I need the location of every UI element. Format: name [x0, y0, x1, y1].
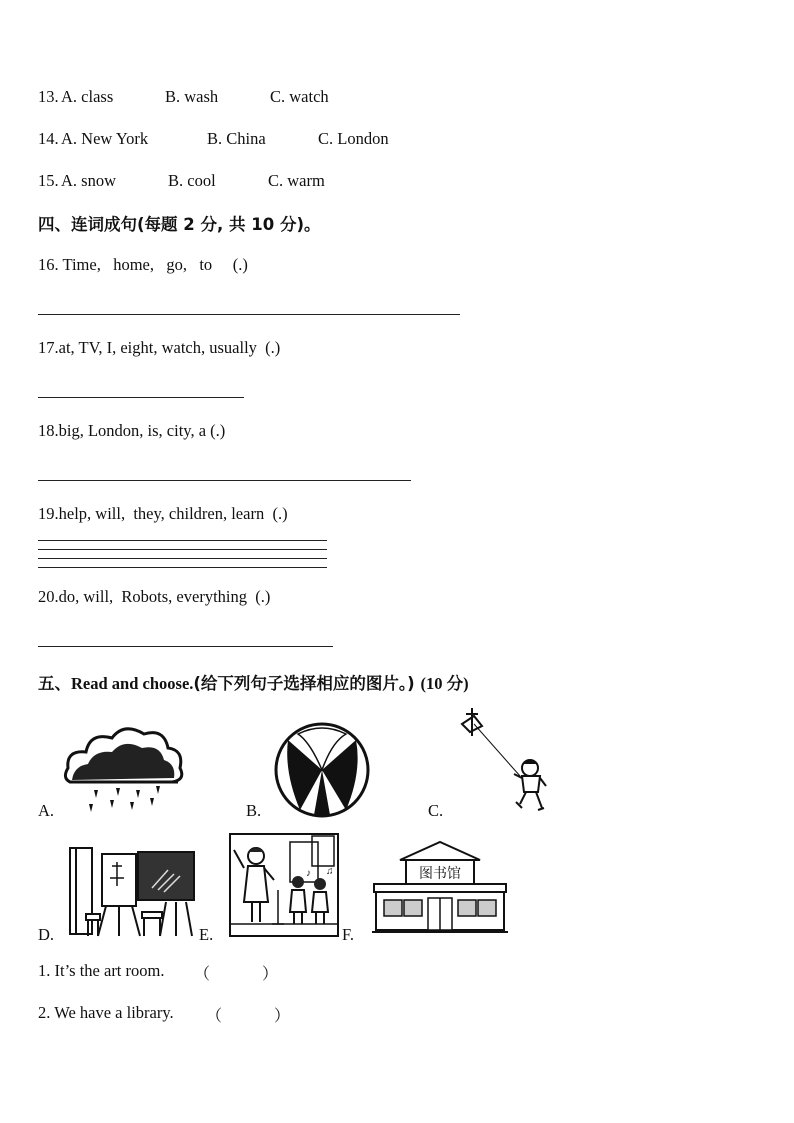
q19-answer-line-1[interactable] — [38, 540, 327, 541]
choose-q2-paren-open[interactable]: （ — [206, 1008, 223, 1025]
q19-answer-line-2[interactable] — [38, 549, 327, 550]
q19-answer-line-3[interactable] — [38, 558, 327, 559]
q13-option-c: C. watch — [270, 87, 329, 106]
ball-picture — [270, 722, 374, 818]
q13-number: 13. — [38, 87, 59, 106]
pic-label-d: D. — [38, 925, 55, 944]
q15-option-c: C. warm — [268, 171, 325, 190]
choose-q1-paren-open[interactable]: （ — [194, 966, 211, 983]
svg-text:♫: ♫ — [326, 866, 334, 877]
music-room-picture — [228, 832, 340, 938]
library-sign: 图书馆 — [419, 866, 461, 882]
q16-prompt: 16. Time, home, go, to (.) — [38, 255, 248, 274]
choose-q1: 1. It’s the art room. — [38, 961, 165, 980]
q17-prompt: 17.at, TV, I, eight, watch, usually (.) — [38, 338, 281, 357]
svg-text:♪: ♪ — [306, 868, 311, 879]
q14-option-a: A. New York — [61, 129, 149, 148]
section-4-heading: 四、连词成句(每题 2 分, 共 10 分)。 — [38, 215, 321, 234]
pic-label-a: A. — [38, 801, 55, 820]
choose-q1-paren-close: ） — [262, 966, 279, 983]
q19-answer-line-4[interactable] — [38, 567, 327, 568]
pic-label-c: C. — [428, 801, 444, 820]
q20-prompt: 20.do, will, Robots, everything (.) — [38, 587, 271, 606]
q20-answer-line[interactable] — [38, 646, 333, 647]
q14-option-c: C. London — [318, 129, 389, 148]
library-picture — [370, 840, 510, 936]
kite-picture — [452, 704, 554, 816]
rain-cloud-picture — [60, 720, 185, 820]
q14-option-b: B. China — [207, 129, 266, 148]
choose-q2: 2. We have a library. — [38, 1003, 174, 1022]
q19-prompt: 19.help, will, they, children, learn (.) — [38, 504, 288, 523]
pic-label-e: E. — [199, 925, 214, 944]
q13-option-b: B. wash — [165, 87, 219, 106]
section-5-heading: 五、Read and choose.(给下列句子选择相应的图片。) (10 分) — [38, 674, 469, 693]
q15-option-b: B. cool — [168, 171, 216, 190]
q18-answer-line[interactable] — [38, 480, 411, 481]
q17-answer-line[interactable] — [38, 397, 244, 398]
choose-q2-paren-close: ） — [274, 1008, 291, 1025]
art-room-picture — [68, 842, 196, 940]
q15-option-a: A. snow — [61, 171, 117, 190]
q14-number: 14. — [38, 129, 59, 148]
q15-number: 15. — [38, 171, 59, 190]
pic-label-b: B. — [246, 801, 262, 820]
q18-prompt: 18.big, London, is, city, a (.) — [38, 421, 226, 440]
pic-label-f: F. — [342, 925, 354, 944]
q13-option-a: A. class — [61, 87, 114, 106]
q16-answer-line[interactable] — [38, 314, 460, 315]
